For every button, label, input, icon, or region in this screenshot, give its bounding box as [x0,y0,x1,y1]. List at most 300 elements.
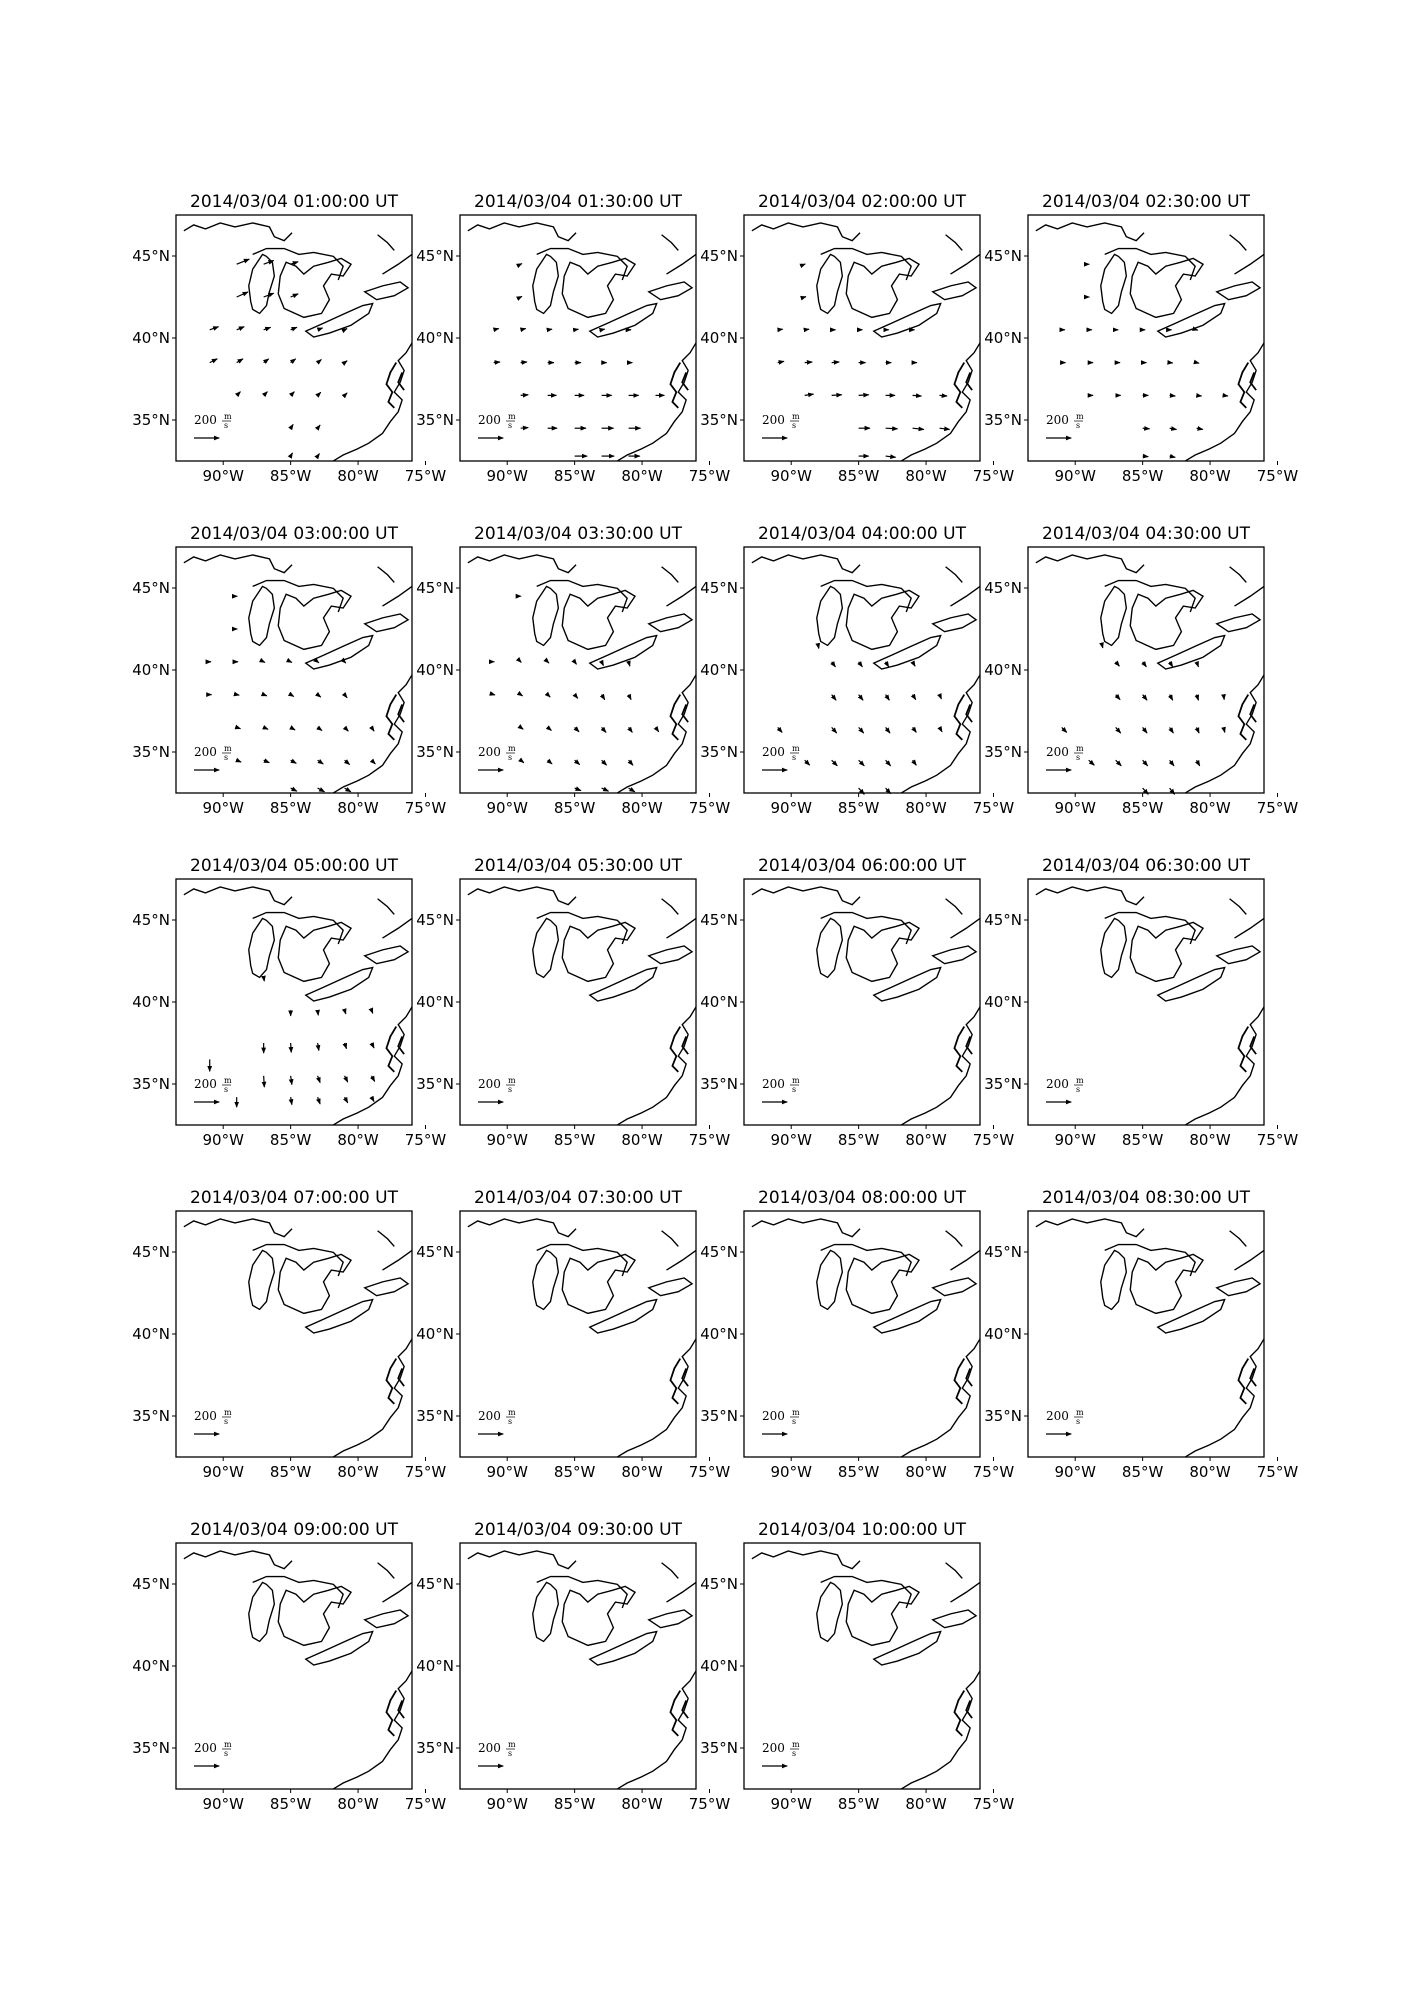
x-tick-label: 80°W [621,1463,663,1481]
y-tick-label: 45°N [416,579,454,597]
y-tick-label: 45°N [132,247,170,265]
x-tick-label: 75°W [972,1131,1015,1149]
y-tick-label: 40°N [700,1657,738,1675]
x-tick-label: 80°W [621,467,663,485]
wind-vector [372,1043,375,1048]
wind-vector [237,327,245,330]
y-tick-label: 35°N [132,743,170,761]
quiver-key-label: 200 [478,1409,501,1423]
wind-vector [1197,662,1199,667]
y-tick-label: 35°N [700,411,738,429]
x-tick-label: 75°W [1256,1131,1299,1149]
wind-vector [940,395,948,396]
wind-vector [859,662,863,667]
wind-vector [886,428,898,429]
quiver-key-unit-den: s [224,1417,229,1426]
wind-vector [1224,727,1225,732]
wind-vector [913,760,917,765]
y-tick-label: 35°N [132,1407,170,1425]
map-panel [132,1188,446,1481]
coastline [752,1219,980,1457]
x-tick-label: 80°W [1189,467,1231,485]
wind-vector [913,428,924,429]
y-tick-label: 45°N [416,911,454,929]
wind-vector [602,760,607,765]
x-tick-label: 75°W [404,1795,447,1813]
x-tick-label: 75°W [1256,1463,1299,1481]
x-tick-label: 90°W [202,1795,244,1813]
y-tick-label: 40°N [700,329,738,347]
quiver-key-unit-num: m [792,1408,800,1417]
x-tick-label: 80°W [905,1463,947,1481]
x-tick-label: 85°W [269,799,312,817]
x-tick-label: 90°W [202,1463,244,1481]
map-panel [700,856,1014,1149]
wind-vector [1197,727,1200,733]
wind-vector [1116,695,1120,700]
wind-vector [805,394,814,395]
quiver-key-unit-num: m [224,1740,232,1749]
wind-vector [886,456,896,457]
wind-vector [1102,645,1103,648]
y-tick-label: 35°N [132,1075,170,1093]
y-tick-label: 45°N [416,1243,454,1261]
wind-vector [859,395,869,396]
wind-vector [778,361,784,362]
x-tick-label: 80°W [337,1795,379,1813]
wind-vector [345,393,348,396]
wind-vector [318,788,325,792]
x-tick-label: 75°W [972,799,1015,817]
x-tick-label: 90°W [202,467,244,485]
x-tick-label: 90°W [486,467,528,485]
x-tick-label: 90°W [1054,1131,1096,1149]
wind-vector [521,727,524,729]
wind-vector [264,662,265,663]
wind-vector [210,359,218,363]
x-tick-label: 80°W [905,799,947,817]
map-panel [132,524,446,817]
panel-title: 2014/03/04 05:30:00 UT [474,856,682,876]
wind-vector [1062,727,1067,732]
x-tick-label: 90°W [202,799,244,817]
wind-vector [548,727,552,730]
x-tick-label: 85°W [1121,1463,1164,1481]
quiver-key-label: 200 [762,413,785,427]
y-tick-label: 45°N [132,911,170,929]
panel-title: 2014/03/04 02:30:00 UT [1042,192,1250,212]
wind-vector [291,727,295,730]
wind-vector [859,695,863,701]
wind-vector [494,362,500,363]
quiver-key-label: 200 [1046,745,1069,759]
wind-vector [237,760,241,762]
wind-vector [1116,727,1121,733]
x-tick-label: 75°W [404,799,447,817]
y-tick-label: 40°N [984,329,1022,347]
panel-title: 2014/03/04 05:00:00 UT [190,856,398,876]
y-tick-label: 40°N [984,661,1022,679]
wind-vector [859,727,864,733]
wind-vector [1170,456,1176,457]
wind-vector [318,359,322,362]
wind-vector [372,727,375,731]
coastline [752,555,980,793]
quiver-key-unit-den: s [508,1749,513,1758]
y-tick-label: 45°N [416,247,454,265]
y-tick-label: 35°N [700,1075,738,1093]
x-tick-label: 90°W [202,1131,244,1149]
wind-vector [832,727,837,733]
wind-vector [291,1076,292,1085]
wind-vector [602,788,609,791]
x-tick-label: 80°W [337,1463,379,1481]
wind-vector [913,395,922,396]
wind-vector [345,760,350,764]
map-panel [416,192,730,485]
y-tick-label: 35°N [132,411,170,429]
wind-vector [521,695,523,696]
quiver-key-label: 200 [194,1077,217,1091]
y-tick-label: 35°N [984,411,1022,429]
quiver-key-unit-den: s [1076,1085,1081,1094]
x-tick-label: 80°W [1189,799,1231,817]
x-tick-label: 75°W [688,799,731,817]
x-tick-label: 90°W [770,1795,812,1813]
wind-vector [1224,695,1225,700]
panel-title: 2014/03/04 08:00:00 UT [758,1188,966,1208]
map-panel [416,1188,730,1481]
wind-vector [237,727,241,728]
wind-vector [913,727,917,732]
y-tick-label: 40°N [700,1325,738,1343]
wind-vector [913,662,916,666]
coastline [184,1551,412,1789]
panel-title: 2014/03/04 07:00:00 UT [190,1188,398,1208]
quiver-key-unit-den: s [1076,421,1081,430]
wind-vector [1143,695,1147,701]
wind-vector [805,362,813,363]
quiver-key-label: 200 [194,413,217,427]
wind-vector [318,760,324,764]
y-tick-label: 45°N [700,911,738,929]
quiver-key-unit-den: s [224,1085,229,1094]
wind-vector [318,727,322,730]
x-tick-label: 85°W [837,467,880,485]
wind-vector [264,1076,265,1087]
wind-vector [291,424,294,428]
map-panel [132,192,446,485]
wind-vector [345,1076,348,1082]
quiver-key-label: 200 [762,745,785,759]
wind-vector [886,727,890,733]
map-panel [416,1520,730,1813]
y-tick-label: 45°N [700,579,738,597]
y-tick-label: 45°N [132,1575,170,1593]
x-tick-label: 75°W [688,1131,731,1149]
map-panel [984,856,1298,1149]
wind-vector [318,662,319,663]
quiver-key-unit-den: s [508,1417,513,1426]
quiver-key-label: 200 [762,1409,785,1423]
quiver-key-unit-den: s [224,421,229,430]
quiver-key-label: 200 [194,745,217,759]
quiver-key-unit-den: s [508,753,513,762]
wind-vector [602,727,606,732]
wind-vector [521,428,529,429]
coastline [184,223,412,461]
coastline [752,1551,980,1789]
wind-vector [291,262,299,265]
quiver-key-unit-num: m [224,1408,232,1417]
wind-vector [940,727,943,731]
wind-vector [1089,760,1095,765]
y-tick-label: 45°N [700,1575,738,1593]
wind-vector [1197,363,1200,364]
quiver-key-unit-num: m [508,744,516,753]
panel-title: 2014/03/04 09:30:00 UT [474,1520,682,1540]
wind-vector [1143,760,1148,766]
wind-vector [318,695,321,698]
x-tick-label: 80°W [621,1795,663,1813]
panel-title: 2014/03/04 04:00:00 UT [758,524,966,544]
wind-vector [345,1097,348,1103]
y-tick-label: 40°N [132,329,170,347]
panel-title: 2014/03/04 03:00:00 UT [190,524,398,544]
x-tick-label: 75°W [404,1131,447,1149]
quiver-key-unit-num: m [792,1740,800,1749]
wind-vector [264,695,267,696]
wind-vector [602,329,605,330]
x-tick-label: 75°W [404,467,447,485]
coastline [752,887,980,1125]
quiver-key-unit-num: m [508,1740,516,1749]
y-tick-label: 35°N [984,1075,1022,1093]
x-tick-label: 80°W [337,1131,379,1149]
panel-title: 2014/03/04 09:00:00 UT [190,1520,398,1540]
wind-vector [372,760,376,764]
wind-vector [264,977,265,981]
wind-vector [291,695,294,697]
wind-vector [940,695,942,699]
y-tick-label: 35°N [984,743,1022,761]
x-tick-label: 75°W [972,1795,1015,1813]
wind-vector [291,327,297,330]
wind-vector [778,329,783,330]
wind-vector [575,695,578,699]
y-tick-label: 35°N [416,411,454,429]
wind-vector [291,788,297,791]
map-panel [700,1188,1014,1481]
map-panel [132,856,446,1149]
wind-vector [1143,727,1147,733]
wind-vector [805,329,809,330]
wind-vector [832,695,836,701]
y-tick-label: 45°N [984,1243,1022,1261]
wind-vector [345,662,346,663]
wind-vector [602,695,605,700]
y-tick-label: 45°N [132,1243,170,1261]
wind-vector [372,1097,375,1101]
x-tick-label: 85°W [553,1795,596,1813]
quiver-key-label: 200 [194,1741,217,1755]
wind-vector [575,662,577,665]
x-tick-label: 80°W [1189,1131,1231,1149]
wind-vector [291,1097,292,1105]
wind-vector [318,454,320,457]
y-tick-label: 40°N [700,993,738,1011]
quiver-key-unit-num: m [1076,1076,1084,1085]
quiver-key-label: 200 [762,1077,785,1091]
x-tick-label: 85°W [837,1463,880,1481]
quiver-key-unit-num: m [792,412,800,421]
wind-vector [1143,428,1150,429]
y-tick-label: 35°N [700,743,738,761]
map-panel [700,524,1014,817]
panel-title: 2014/03/04 06:00:00 UT [758,856,966,876]
x-tick-label: 75°W [1256,799,1299,817]
y-tick-label: 35°N [416,1739,454,1757]
wind-vector [210,327,219,330]
y-tick-label: 40°N [132,1657,170,1675]
x-tick-label: 85°W [1121,467,1164,485]
x-tick-label: 90°W [486,1795,528,1813]
x-tick-label: 85°W [269,1131,312,1149]
quiver-key-label: 200 [1046,1077,1069,1091]
y-tick-label: 40°N [984,1325,1022,1343]
wind-vector [291,359,296,363]
coastline [1036,223,1264,461]
wind-vector [521,264,522,265]
wind-vector [264,359,269,363]
quiver-key-label: 200 [762,1741,785,1755]
wind-vector [1170,395,1176,396]
x-tick-label: 85°W [1121,799,1164,817]
quiver-key-unit-num: m [224,1076,232,1085]
x-tick-label: 80°W [905,467,947,485]
quiver-key-unit-num: m [792,1076,800,1085]
quiver-key-unit-num: m [508,412,516,421]
x-tick-label: 90°W [770,467,812,485]
wind-vector [318,1010,319,1015]
wind-vector [237,695,240,696]
quiver-key-unit-num: m [224,744,232,753]
y-tick-label: 45°N [700,247,738,265]
wind-vector [291,392,295,396]
map-panel [984,192,1298,485]
wind-vector [886,760,891,766]
wind-vector [602,662,604,666]
y-tick-label: 35°N [132,1739,170,1757]
x-tick-label: 75°W [688,1795,731,1813]
quiver-key-label: 200 [478,745,501,759]
y-tick-label: 35°N [700,1407,738,1425]
x-tick-label: 90°W [770,1463,812,1481]
coastline [184,887,412,1125]
x-tick-label: 85°W [553,467,596,485]
quiver-key-unit-num: m [508,1408,516,1417]
y-tick-label: 35°N [416,1407,454,1425]
wind-vector [832,362,840,363]
panel-title: 2014/03/04 08:30:00 UT [1042,1188,1250,1208]
x-tick-label: 75°W [1256,467,1299,485]
wind-vector [264,392,268,396]
wind-vector [629,727,633,732]
x-tick-label: 90°W [770,799,812,817]
wind-vector [629,662,630,666]
wind-vector [575,329,579,330]
wind-vector [291,760,297,763]
map-panel [984,524,1298,817]
wind-vector [264,760,270,763]
quiver-key-unit-den: s [792,753,797,762]
wind-vector [886,695,890,701]
wind-vector [318,1076,321,1083]
y-tick-label: 40°N [416,1657,454,1675]
quiver-key-unit-den: s [792,1085,797,1094]
x-tick-label: 85°W [837,1795,880,1813]
wind-vector [629,760,633,765]
wind-vector [521,760,524,763]
map-panel [416,856,730,1149]
wind-vector [264,327,271,330]
x-tick-label: 85°W [553,1131,596,1149]
x-tick-label: 90°W [770,1131,812,1149]
coastline [468,555,696,793]
wind-vector [1170,760,1174,766]
wind-vector [521,362,527,363]
y-tick-label: 45°N [416,1575,454,1593]
quiver-key-unit-num: m [1076,412,1084,421]
quiver-key-unit-den: s [224,753,229,762]
x-tick-label: 75°W [972,1463,1015,1481]
coastline [468,887,696,1125]
x-tick-label: 75°W [404,1463,447,1481]
panel-title: 2014/03/04 03:30:00 UT [474,524,682,544]
quiver-key-unit-num: m [1076,744,1084,753]
wind-vector [629,695,632,700]
panel-title: 2014/03/04 02:00:00 UT [758,192,966,212]
y-tick-label: 45°N [132,579,170,597]
y-tick-label: 35°N [416,1075,454,1093]
wind-vector [575,727,579,731]
wind-vector [345,1010,346,1014]
x-tick-label: 90°W [1054,467,1096,485]
wind-vector [1116,760,1122,766]
panel-title: 2014/03/04 01:00:00 UT [190,192,398,212]
quiver-key-unit-den: s [224,1749,229,1758]
wind-vector [345,329,348,330]
panel-title: 2014/03/04 10:00:00 UT [758,1520,966,1540]
wind-vector [1197,395,1202,396]
wind-vector [318,392,321,395]
wind-vector [832,395,842,396]
wind-vector [345,361,348,363]
quiver-key-unit-num: m [792,744,800,753]
quiver-key-label: 200 [478,413,501,427]
y-tick-label: 40°N [132,1325,170,1343]
wind-vector [237,392,241,396]
wind-vector [318,1097,321,1104]
wind-vector [291,294,299,297]
quiver-key-unit-den: s [508,1085,513,1094]
quiver-key-unit-num: m [224,412,232,421]
wind-vector [575,788,581,791]
wind-vector [237,292,248,297]
map-panel [132,1520,446,1813]
x-tick-label: 75°W [688,1463,731,1481]
panel-title: 2014/03/04 01:30:00 UT [474,192,682,212]
